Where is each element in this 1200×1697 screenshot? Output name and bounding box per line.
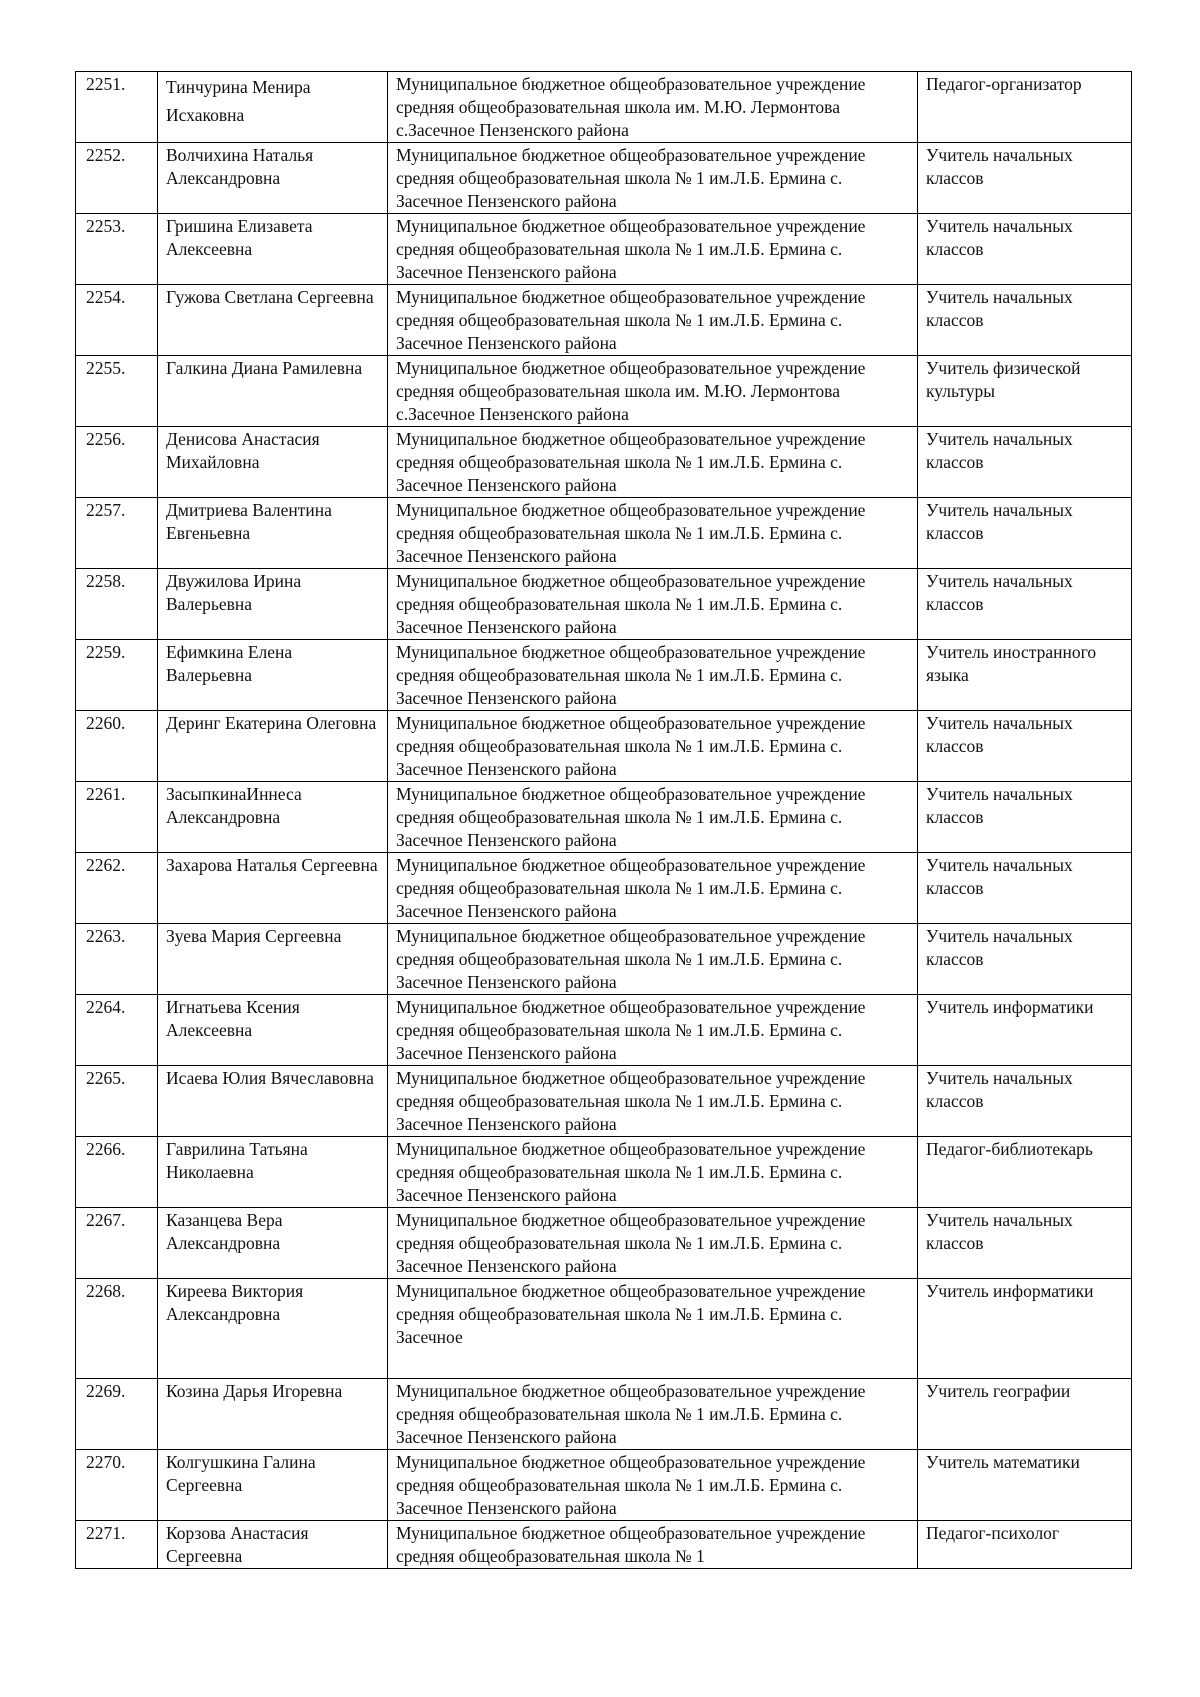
table-row — [76, 1137, 1132, 1208]
organization-name: Муниципальное бюджетное общеобразовательное учреждение средняя общеобразовательная школа № 1 им.Л.Б. Ермина с. Засечное Пензенского района — [388, 640, 918, 711]
row-number: 2271. — [76, 1521, 158, 1569]
position-title: Учитель начальных классов — [918, 143, 1132, 214]
row-number: 2264. — [76, 995, 158, 1066]
row-number: 2263. — [76, 924, 158, 995]
employee-name: Казанцева Вера Александровна — [158, 1208, 388, 1279]
table-row — [76, 285, 1132, 356]
row-number: 2251. — [76, 72, 158, 143]
position-title: Учитель начальных классов — [918, 782, 1132, 853]
employee-name: Гужова Светлана Сергеевна — [158, 285, 388, 356]
document-page — [75, 71, 1131, 1569]
table-row — [76, 427, 1132, 498]
table-row — [76, 1379, 1132, 1450]
row-number: 2266. — [76, 1137, 158, 1208]
position-title: Педагог-организатор — [918, 72, 1132, 143]
row-number: 2261. — [76, 782, 158, 853]
table-row — [76, 143, 1132, 214]
employee-name: Деринг Екатерина Олеговна — [158, 711, 388, 782]
table-row — [76, 1066, 1132, 1137]
staff-table — [75, 71, 1132, 1569]
employee-name: Зуева Мария Сергеевна — [158, 924, 388, 995]
position-title: Учитель информатики — [918, 995, 1132, 1066]
position-title: Учитель информатики — [918, 1279, 1132, 1379]
organization-name: Муниципальное бюджетное общеобразовательное учреждение средняя общеобразовательная школа № 1 им.Л.Б. Ермина с. Засечное Пензенского района — [388, 1450, 918, 1521]
table-row — [76, 924, 1132, 995]
organization-name: Муниципальное бюджетное общеобразовательное учреждение средняя общеобразовательная школа № 1 им.Л.Б. Ермина с. Засечное Пензенского района — [388, 1066, 918, 1137]
organization-name: Муниципальное бюджетное общеобразовательное учреждение средняя общеобразовательная школа № 1 — [388, 1521, 918, 1569]
organization-name: Муниципальное бюджетное общеобразовательное учреждение средняя общеобразовательная школа № 1 им.Л.Б. Ермина с. Засечное — [388, 1279, 918, 1379]
position-title: Учитель начальных классов — [918, 285, 1132, 356]
row-number: 2262. — [76, 853, 158, 924]
organization-name: Муниципальное бюджетное общеобразовательное учреждение средняя общеобразовательная школа № 1 им.Л.Б. Ермина с. Засечное Пензенского района — [388, 1379, 918, 1450]
employee-name: Тинчурина Менира Исхаковна — [158, 72, 388, 143]
table-row — [76, 640, 1132, 711]
employee-name: Киреева Виктория Александровна — [158, 1279, 388, 1379]
organization-name: Муниципальное бюджетное общеобразовательное учреждение средняя общеобразовательная школа № 1 им.Л.Б. Ермина с. Засечное Пензенского района — [388, 498, 918, 569]
table-row — [76, 995, 1132, 1066]
organization-name: Муниципальное бюджетное общеобразовательное учреждение средняя общеобразовательная школа № 1 им.Л.Б. Ермина с. Засечное Пензенского района — [388, 1137, 918, 1208]
row-number: 2268. — [76, 1279, 158, 1379]
position-title: Учитель начальных классов — [918, 1066, 1132, 1137]
row-number: 2265. — [76, 1066, 158, 1137]
row-number: 2258. — [76, 569, 158, 640]
position-title: Учитель географии — [918, 1379, 1132, 1450]
table-row — [76, 853, 1132, 924]
table-row — [76, 498, 1132, 569]
row-number: 2255. — [76, 356, 158, 427]
row-number: 2259. — [76, 640, 158, 711]
organization-name: Муниципальное бюджетное общеобразовательное учреждение средняя общеобразовательная школа № 1 им.Л.Б. Ермина с. Засечное Пензенского района — [388, 143, 918, 214]
position-title: Учитель начальных классов — [918, 924, 1132, 995]
table-row — [76, 356, 1132, 427]
employee-name: Гаврилина Татьяна Николаевна — [158, 1137, 388, 1208]
position-title: Учитель начальных классов — [918, 498, 1132, 569]
position-title: Педагог-психолог — [918, 1521, 1132, 1569]
table-row — [76, 782, 1132, 853]
employee-name: Колгушкина Галина Сергеевна — [158, 1450, 388, 1521]
table-row — [76, 711, 1132, 782]
organization-name: Муниципальное бюджетное общеобразовательное учреждение средняя общеобразовательная школа им. М.Ю. Лермонтова с.Засечное Пензенского района — [388, 72, 918, 143]
employee-name: Ефимкина Елена Валерьевна — [158, 640, 388, 711]
organization-name: Муниципальное бюджетное общеобразовательное учреждение средняя общеобразовательная школа им. М.Ю. Лермонтова с.Засечное Пензенского района — [388, 356, 918, 427]
organization-name: Муниципальное бюджетное общеобразовательное учреждение средняя общеобразовательная школа № 1 им.Л.Б. Ермина с. Засечное Пензенского района — [388, 1208, 918, 1279]
employee-name: Дмитриева Валентина Евгеньевна — [158, 498, 388, 569]
position-title: Учитель начальных классов — [918, 853, 1132, 924]
position-title: Учитель иностранного языка — [918, 640, 1132, 711]
organization-name: Муниципальное бюджетное общеобразовательное учреждение средняя общеобразовательная школа № 1 им.Л.Б. Ермина с. Засечное Пензенского района — [388, 782, 918, 853]
row-number: 2257. — [76, 498, 158, 569]
row-number: 2256. — [76, 427, 158, 498]
row-number: 2270. — [76, 1450, 158, 1521]
organization-name: Муниципальное бюджетное общеобразовательное учреждение средняя общеобразовательная школа № 1 им.Л.Б. Ермина с. Засечное Пензенского района — [388, 924, 918, 995]
employee-name: ЗасыпкинаИннеса Александровна — [158, 782, 388, 853]
position-title: Учитель математики — [918, 1450, 1132, 1521]
table-row — [76, 1450, 1132, 1521]
organization-name: Муниципальное бюджетное общеобразовательное учреждение средняя общеобразовательная школа № 1 им.Л.Б. Ермина с. Засечное Пензенского района — [388, 853, 918, 924]
table-row — [76, 72, 1132, 143]
row-number: 2260. — [76, 711, 158, 782]
row-number: 2254. — [76, 285, 158, 356]
organization-name: Муниципальное бюджетное общеобразовательное учреждение средняя общеобразовательная школа № 1 им.Л.Б. Ермина с. Засечное Пензенского района — [388, 427, 918, 498]
organization-name: Муниципальное бюджетное общеобразовательное учреждение средняя общеобразовательная школа № 1 им.Л.Б. Ермина с. Засечное Пензенского района — [388, 285, 918, 356]
row-number: 2253. — [76, 214, 158, 285]
organization-name: Муниципальное бюджетное общеобразовательное учреждение средняя общеобразовательная школа № 1 им.Л.Б. Ермина с. Засечное Пензенского района — [388, 711, 918, 782]
position-title: Учитель начальных классов — [918, 711, 1132, 782]
employee-name: Денисова Анастасия Михайловна — [158, 427, 388, 498]
employee-name: Исаева Юлия Вячеславовна — [158, 1066, 388, 1137]
position-title: Учитель начальных классов — [918, 427, 1132, 498]
row-number: 2252. — [76, 143, 158, 214]
employee-name: Игнатьева Ксения Алексеевна — [158, 995, 388, 1066]
position-title: Учитель начальных классов — [918, 569, 1132, 640]
employee-name: Галкина Диана Рамилевна — [158, 356, 388, 427]
employee-name: Двужилова Ирина Валерьевна — [158, 569, 388, 640]
organization-name: Муниципальное бюджетное общеобразовательное учреждение средняя общеобразовательная школа № 1 им.Л.Б. Ермина с. Засечное Пензенского района — [388, 214, 918, 285]
table-row — [76, 1279, 1132, 1379]
position-title: Учитель начальных классов — [918, 214, 1132, 285]
table-row — [76, 569, 1132, 640]
employee-name: Волчихина Наталья Александровна — [158, 143, 388, 214]
organization-name: Муниципальное бюджетное общеобразовательное учреждение средняя общеобразовательная школа № 1 им.Л.Б. Ермина с. Засечное Пензенского района — [388, 995, 918, 1066]
table-row — [76, 1521, 1132, 1569]
table-row — [76, 214, 1132, 285]
position-title: Учитель начальных классов — [918, 1208, 1132, 1279]
employee-name: Корзова Анастасия Сергеевна — [158, 1521, 388, 1569]
organization-name: Муниципальное бюджетное общеобразовательное учреждение средняя общеобразовательная школа № 1 им.Л.Б. Ермина с. Засечное Пензенского района — [388, 569, 918, 640]
position-title: Учитель физической культуры — [918, 356, 1132, 427]
employee-name: Гришина Елизавета Алексеевна — [158, 214, 388, 285]
employee-name: Захарова Наталья Сергеевна — [158, 853, 388, 924]
staff-table-body — [76, 72, 1132, 1569]
row-number: 2269. — [76, 1379, 158, 1450]
position-title: Педагог-библиотекарь — [918, 1137, 1132, 1208]
row-number: 2267. — [76, 1208, 158, 1279]
employee-name: Козина Дарья Игоревна — [158, 1379, 388, 1450]
table-row — [76, 1208, 1132, 1279]
